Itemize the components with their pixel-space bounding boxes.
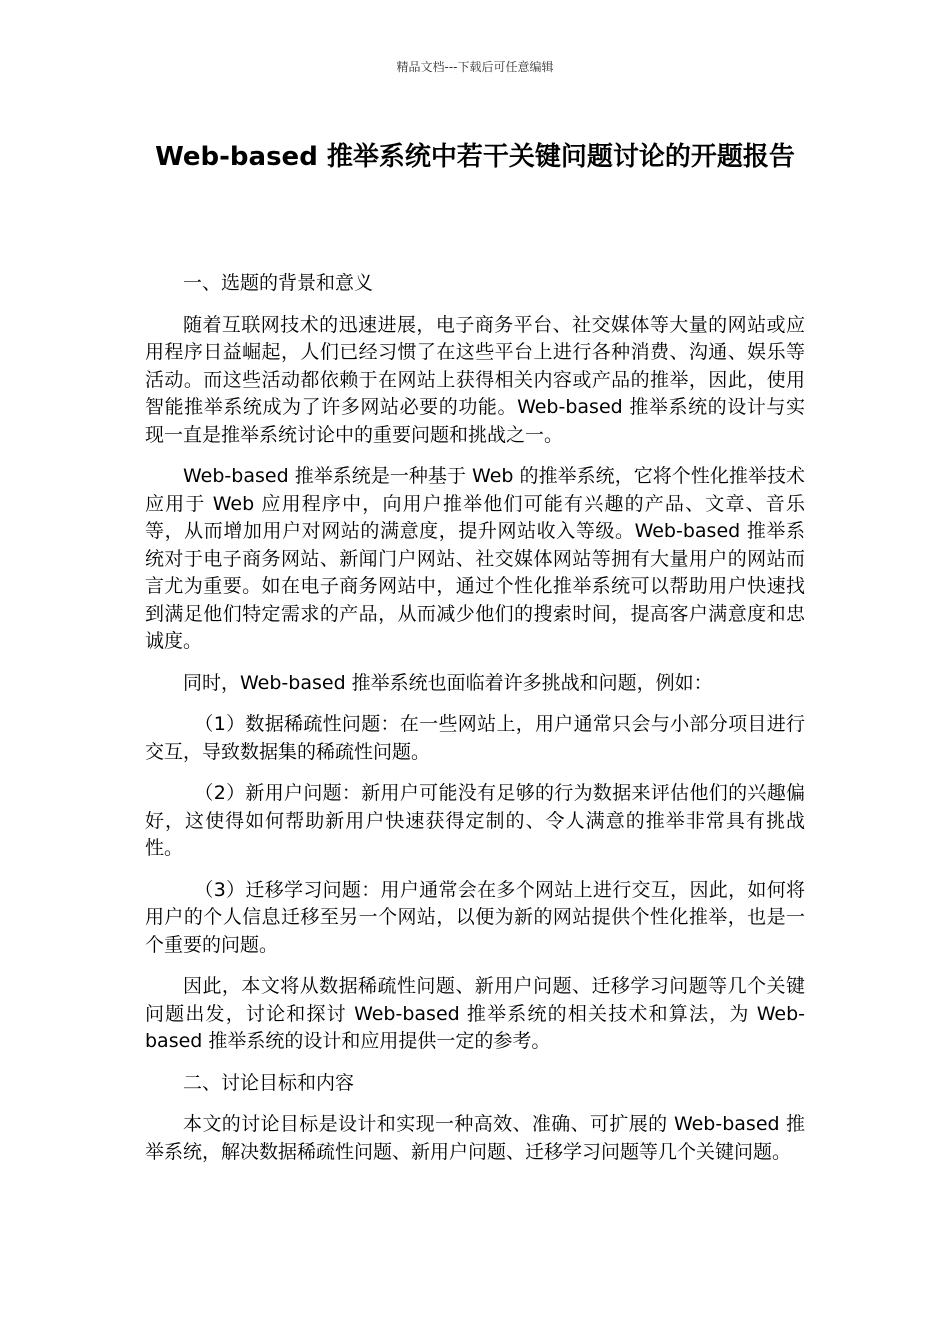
header-note: 精品文档---下载后可任意编辑 [396, 60, 554, 74]
section-heading-goals: 二、讨论目标和内容 [183, 1071, 355, 1094]
paragraph-background-1: 随着互联网技术的迅速进展，电子商务平台、社交媒体等大量的网站或应用程序日益崛起，人们已经习惯了在这些平台上进行各种消费、沟通、娱乐等活动。而这些活动都依赖于在网站上获得相关内容或产品的推举，因此，使用智能推举系统成为了许多网站必要的功能。Web-based 推举系统的设计与实现一直是推举系统讨论中的重要问题和挑战之一。 [145, 313, 805, 446]
challenge-item-sparsity: （1）数据稀疏性问题：在一些网站上，用户通常只会与小部分项目进行交互，导致数据集的稀疏性问题。 [145, 713, 805, 763]
challenge-item-transfer: （3）迁移学习问题：用户通常会在多个网站上进行交互，因此，如何将用户的个人信息迁移至另一个网站，以便为新的网站提供个性化推举，也是一个重要的问题。 [145, 878, 805, 956]
paragraph-background-2: Web-based 推举系统是一种基于 Web 的推举系统，它将个性化推举技术应用于 Web 应用程序中，向用户推举他们可能有兴趣的产品、文章、音乐等，从而增加用户对网站的满意度，提升网站收入等级。Web-based 推举系统对于电子商务网站、新闻门户网站、社交媒体网站等拥有大量用户的网站而言尤为重要。如在电子商务网站中，通过个性化推举系统可以帮助用户快速找到满足他们特定需求的产品，从而减少他们的搜索时间，提高客户满意度和忠诚度。 [145, 465, 805, 652]
challenge-item-new-user: （2）新用户问题：新用户可能没有足够的行为数据来评估他们的兴趣偏好，这使得如何帮助新用户快速获得定制的、令人满意的推举非常具有挑战性。 [145, 782, 805, 859]
document-body [145, 270, 805, 1180]
paragraph-challenges-intro: 同时，Web-based 推举系统也面临着许多挑战和问题，例如： [183, 671, 713, 694]
document-title: Web-based 推举系统中若干关键问题讨论的开题报告 [155, 142, 795, 172]
paragraph-goals: 本文的讨论目标是设计和实现一种高效、准确、可扩展的 Web-based 推举系统，解决数据稀疏性问题、新用户问题、迁移学习问题等几个关键问题。 [145, 1113, 805, 1163]
paragraph-conclusion: 因此，本文将从数据稀疏性问题、新用户问题、迁移学习问题等几个关键问题出发，讨论和探讨 Web-based 推举系统的相关技术和算法，为 Web-based 推举系统的设计和应用提供一定的参考。 [145, 975, 805, 1052]
section-heading-background: 一、选题的背景和意义 [183, 272, 374, 294]
